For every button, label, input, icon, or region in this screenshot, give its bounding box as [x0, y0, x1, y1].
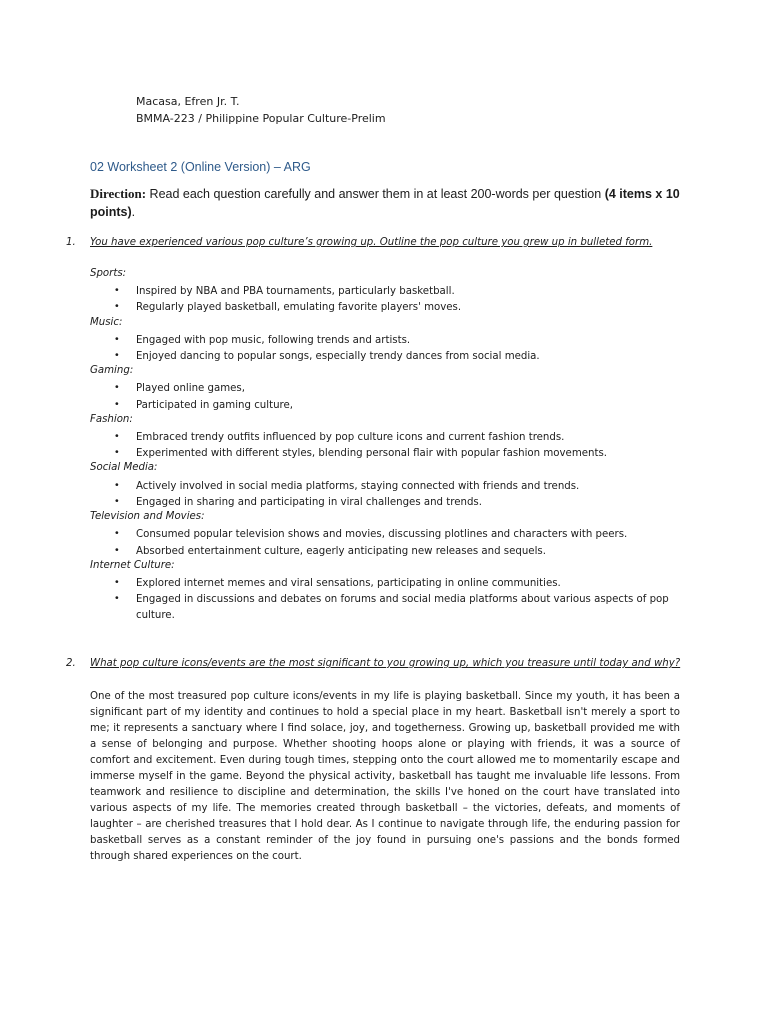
question-2-text: What pop culture icons/events are the most significant to you growing up, which you treasure until today and why?	[90, 658, 681, 669]
list-item: Played online games,	[136, 383, 245, 394]
list-item: Inspired by NBA and PBA tournaments, particularly basketball.	[136, 286, 455, 297]
list-item: Embraced trendy outfits influenced by pop culture icons and current fashion trends.	[136, 432, 565, 443]
bullet-icon: •	[115, 398, 119, 410]
bullet-icon: •	[115, 430, 119, 442]
bullet-icon: •	[115, 592, 119, 604]
category-fashion: Fashion:	[90, 414, 133, 425]
category-social-media: Social Media:	[90, 462, 158, 473]
direction-end: .	[131, 205, 136, 219]
question-1-text: You have experienced various pop culture’s growing up. Outline the pop culture you grew up in bulleted form.	[90, 237, 653, 248]
list-item: Consumed popular television shows and movies, discussing plotlines and characters with peers.	[136, 529, 628, 540]
list-item: Enjoyed dancing to popular songs, especially trendy dances from social media.	[136, 351, 540, 362]
question-1-number: 1.	[66, 237, 76, 248]
bullet-icon: •	[115, 300, 119, 312]
list-item: Engaged in discussions and debates on forums and social media platforms about various aspects of pop culture.	[136, 594, 669, 621]
question-2-number: 2.	[66, 658, 76, 669]
list-item: Experimented with different styles, blending personal flair with popular fashion movements.	[136, 448, 608, 459]
category-internet-culture: Internet Culture:	[90, 560, 175, 571]
bullet-icon: •	[115, 349, 119, 361]
student-name: Macasa, Efren Jr. T.	[136, 95, 240, 108]
direction-text: Read each question carefully and answer them in at least 200-words per question	[146, 187, 605, 201]
bullet-icon: •	[115, 381, 119, 393]
category-television-movies: Television and Movies:	[90, 511, 205, 522]
bullet-icon: •	[115, 446, 119, 458]
bullet-icon: •	[115, 544, 119, 556]
list-item: Engaged with pop music, following trends and artists.	[136, 335, 411, 346]
bullet-icon: •	[115, 527, 119, 539]
category-gaming: Gaming:	[90, 365, 134, 376]
bullet-icon: •	[115, 495, 119, 507]
direction	[90, 185, 690, 221]
list-item: Absorbed entertainment culture, eagerly anticipating new releases and sequels.	[136, 546, 546, 557]
list-item: Regularly played basketball, emulating favorite players' moves.	[136, 302, 462, 313]
bullet-icon: •	[115, 333, 119, 345]
list-item: Explored internet memes and viral sensations, participating in online communities.	[136, 578, 561, 589]
worksheet-title: 02 Worksheet 2 (Online Version) – ARG	[90, 160, 311, 174]
answer-paragraph: One of the most treasured pop culture icons/events in my life is playing basketball. Since my youth, it has been a significant part of my identity and continues to hold a special place in my heart. Basketball isn't merely a sport to me; it represents a sanctuary where I find solace, joy, and togetherness. Growing up, basketball provided me with a sense of belonging and purpose. Whether shooting hoops alone or playing with friends, it was a source of comfort and excitement. Even during tough times, stepping onto the court allowed me to momentarily escape and immerse myself in the game. Beyond the physical activity, basketball has taught me invaluable life lessons. From teamwork and resilience to discipline and determination, the skills I've honed on the court have translated into various aspects of my life. The memories created through basketball – the victories, defeats, and moments of laughter – are cherished treasures that I hold dear. As I continue to navigate through life, the enduring passion for basketball serves as a constant reminder of the joy found in pursuing one's passions and the bonds formed through shared experiences on the court.	[90, 691, 680, 862]
list-item: Actively involved in social media platforms, staying connected with friends and trends.	[136, 481, 580, 492]
category-sports: Sports:	[90, 268, 127, 279]
list-item: Participated in gaming culture,	[136, 400, 294, 411]
direction-label: Direction:	[90, 186, 147, 201]
direction-points: (4 items x 10 points)	[90, 187, 680, 219]
category-music: Music:	[90, 317, 123, 328]
list-item: Engaged in sharing and participating in viral challenges and trends.	[136, 497, 482, 508]
course-line: BMMA-223 / Philippine Popular Culture-Prelim	[136, 112, 386, 125]
bullet-icon: •	[115, 479, 119, 491]
bullet-icon: •	[115, 284, 119, 296]
bullet-icon: •	[115, 576, 119, 588]
